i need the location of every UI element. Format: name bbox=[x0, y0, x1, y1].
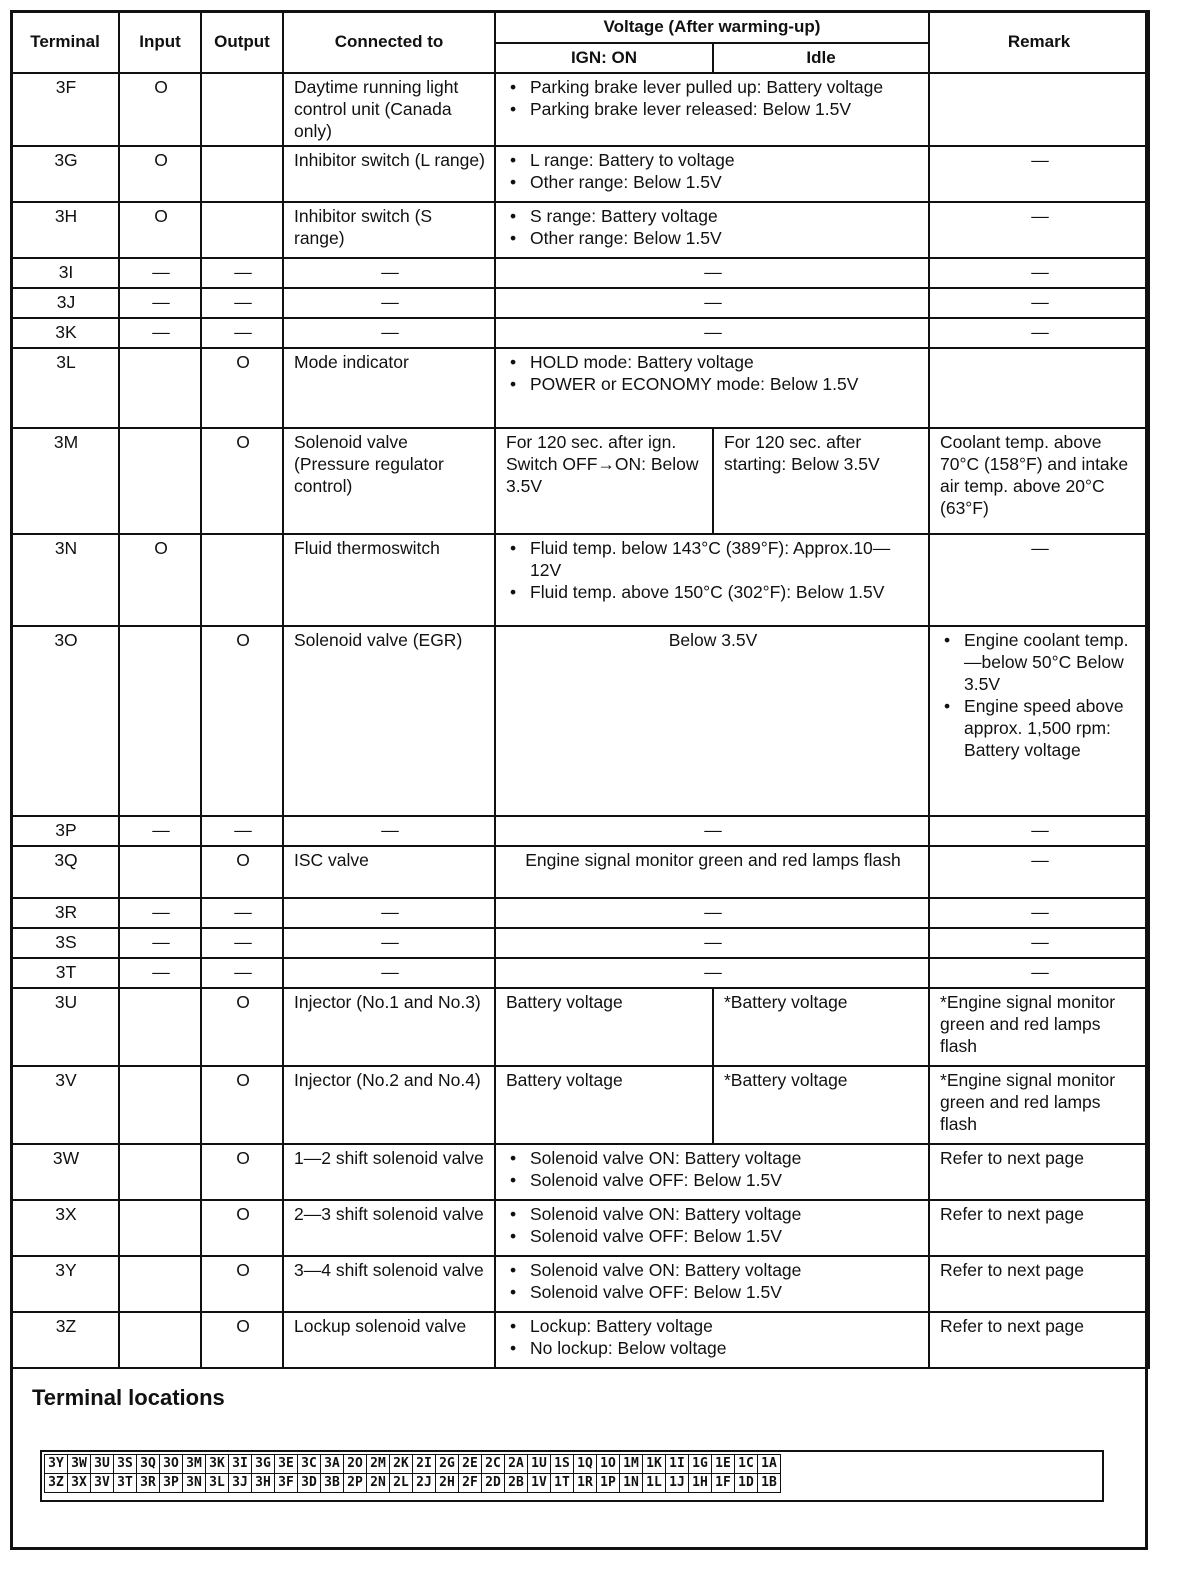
voltage-list bbox=[506, 1147, 920, 1191]
connector-pin: 2O bbox=[344, 1455, 367, 1474]
table-row bbox=[11, 1066, 1149, 1144]
voltage-cell bbox=[495, 1312, 929, 1368]
connector-pin: 1D bbox=[735, 1474, 758, 1493]
remark-cell bbox=[929, 73, 1149, 146]
terminal-cell: 3Y bbox=[11, 1256, 119, 1312]
voltage-cell bbox=[495, 534, 929, 626]
connected-cell: — bbox=[283, 258, 495, 288]
remark-cell: Refer to next page bbox=[929, 1200, 1149, 1256]
voltage-cell: — bbox=[495, 958, 929, 988]
connected-cell: — bbox=[283, 898, 495, 928]
connector-pin: 1N bbox=[620, 1474, 643, 1493]
voltage-cell bbox=[495, 146, 929, 202]
connected-cell: — bbox=[283, 958, 495, 988]
connected-cell: — bbox=[283, 318, 495, 348]
connector-pin: 3Q bbox=[137, 1455, 160, 1474]
connector-pin: 3V bbox=[91, 1474, 114, 1493]
connector-pin: 3G bbox=[252, 1455, 275, 1474]
list-item: • S range: Battery voltage bbox=[530, 205, 920, 227]
header-voltage: Voltage (After warming-up) bbox=[495, 11, 929, 43]
connector-pin: 3J bbox=[229, 1474, 252, 1493]
connector-pin: 1H bbox=[689, 1474, 712, 1493]
list-item: • Other range: Below 1.5V bbox=[530, 227, 920, 249]
ign-on-cell: For 120 sec. after ign. Switch OFF→ON: Below 3.5V bbox=[495, 428, 713, 534]
connector-pin: 3U bbox=[91, 1455, 114, 1474]
list-item: • Solenoid valve OFF: Below 1.5V bbox=[530, 1169, 920, 1191]
connector-pin: 3D bbox=[298, 1474, 321, 1493]
connector-pin: 2F bbox=[459, 1474, 482, 1493]
input-cell bbox=[119, 1200, 201, 1256]
list-item: • POWER or ECONOMY mode: Below 1.5V bbox=[530, 373, 920, 395]
remark-list bbox=[940, 629, 1140, 761]
connected-cell: Inhibitor switch (L range) bbox=[283, 146, 495, 202]
connector-pin: 2L bbox=[390, 1474, 413, 1493]
connector-pin: 3H bbox=[252, 1474, 275, 1493]
voltage-list bbox=[506, 76, 920, 120]
header-idle: Idle bbox=[713, 43, 929, 73]
connector-pin: 3F bbox=[275, 1474, 298, 1493]
output-cell bbox=[201, 146, 283, 202]
connector-pin: 1U bbox=[528, 1455, 551, 1474]
output-cell: — bbox=[201, 928, 283, 958]
header-remark: Remark bbox=[929, 11, 1149, 73]
connected-cell: Daytime running light control unit (Canada only) bbox=[283, 73, 495, 146]
input-cell: O bbox=[119, 534, 201, 626]
connector-pin: 3B bbox=[321, 1474, 344, 1493]
output-cell: — bbox=[201, 816, 283, 846]
voltage-cell bbox=[495, 1144, 929, 1200]
connector-pin: 2A bbox=[505, 1455, 528, 1474]
table-row bbox=[11, 1144, 1149, 1200]
input-cell bbox=[119, 626, 201, 816]
voltage-cell: — bbox=[495, 288, 929, 318]
list-item: • L range: Battery to voltage bbox=[530, 149, 920, 171]
output-cell: O bbox=[201, 1256, 283, 1312]
table-row bbox=[11, 146, 1149, 202]
remark-cell: Refer to next page bbox=[929, 1312, 1149, 1368]
voltage-cell bbox=[495, 73, 929, 146]
terminal-cell: 3G bbox=[11, 146, 119, 202]
connector-pin: 1S bbox=[551, 1455, 574, 1474]
connected-cell: — bbox=[283, 816, 495, 846]
table-row bbox=[11, 958, 1149, 988]
table-row bbox=[11, 1312, 1149, 1368]
output-cell: O bbox=[201, 988, 283, 1066]
input-cell: O bbox=[119, 202, 201, 258]
list-item: • Other range: Below 1.5V bbox=[530, 171, 920, 193]
connector-pin: 3Z bbox=[45, 1474, 68, 1493]
connector-pin: 3A bbox=[321, 1455, 344, 1474]
connector-pin: 1R bbox=[574, 1474, 597, 1493]
list-item: • Fluid temp. above 150°C (302°F): Below 1.5V bbox=[530, 581, 920, 603]
table-row bbox=[11, 898, 1149, 928]
terminal-cell: 3Q bbox=[11, 846, 119, 898]
list-item: • No lockup: Below voltage bbox=[530, 1337, 920, 1359]
connector-pin: 2N bbox=[367, 1474, 390, 1493]
connector-pin: 1P bbox=[597, 1474, 620, 1493]
connected-cell: Fluid thermoswitch bbox=[283, 534, 495, 626]
voltage-list bbox=[506, 537, 920, 603]
connector-row-bottom bbox=[45, 1474, 781, 1493]
output-cell: — bbox=[201, 958, 283, 988]
connector-pin: 1C bbox=[735, 1455, 758, 1474]
table-row bbox=[11, 928, 1149, 958]
remark-cell: — bbox=[929, 846, 1149, 898]
terminal-cell: 3O bbox=[11, 626, 119, 816]
input-cell bbox=[119, 1144, 201, 1200]
terminal-cell: 3S bbox=[11, 928, 119, 958]
list-item: • Parking brake lever pulled up: Battery voltage bbox=[530, 76, 920, 98]
voltage-cell: — bbox=[495, 258, 929, 288]
terminal-cell: 3V bbox=[11, 1066, 119, 1144]
voltage-list bbox=[506, 1259, 920, 1303]
voltage-cell: Below 3.5V bbox=[495, 626, 929, 816]
connector-diagram bbox=[44, 1454, 781, 1493]
remark-cell: Refer to next page bbox=[929, 1256, 1149, 1312]
terminal-cell: 3W bbox=[11, 1144, 119, 1200]
terminal-cell: 3H bbox=[11, 202, 119, 258]
terminal-cell: 3J bbox=[11, 288, 119, 318]
connector-pin: 1A bbox=[758, 1455, 781, 1474]
connector-pin: 2B bbox=[505, 1474, 528, 1493]
voltage-cell bbox=[495, 1256, 929, 1312]
remark-cell: — bbox=[929, 288, 1149, 318]
remark-cell: *Engine signal monitor green and red lamps flash bbox=[929, 988, 1149, 1066]
connector-pin: 2P bbox=[344, 1474, 367, 1493]
table-row bbox=[11, 428, 1149, 534]
connected-cell: Injector (No.2 and No.4) bbox=[283, 1066, 495, 1144]
list-item: • Fluid temp. below 143°C (389°F): Approx.10—12V bbox=[530, 537, 920, 581]
voltage-cell: Engine signal monitor green and red lamps flash bbox=[495, 846, 929, 898]
voltage-list bbox=[506, 149, 920, 193]
remark-cell bbox=[929, 626, 1149, 816]
connector-pin: 2K bbox=[390, 1455, 413, 1474]
output-cell bbox=[201, 73, 283, 146]
voltage-cell: — bbox=[495, 816, 929, 846]
connected-cell: Solenoid valve (Pressure regulator control) bbox=[283, 428, 495, 534]
connector-pin: 1E bbox=[712, 1455, 735, 1474]
input-cell: — bbox=[119, 816, 201, 846]
voltage-list bbox=[506, 351, 920, 395]
remark-cell: — bbox=[929, 958, 1149, 988]
input-cell bbox=[119, 988, 201, 1066]
remark-cell: *Engine signal monitor green and red lamps flash bbox=[929, 1066, 1149, 1144]
voltage-cell: — bbox=[495, 318, 929, 348]
remark-cell: — bbox=[929, 202, 1149, 258]
header-output: Output bbox=[201, 11, 283, 73]
output-cell: O bbox=[201, 846, 283, 898]
input-cell bbox=[119, 1066, 201, 1144]
connected-cell: Solenoid valve (EGR) bbox=[283, 626, 495, 816]
input-cell bbox=[119, 348, 201, 428]
list-item: • Engine coolant temp. —below 50°C Below 3.5V bbox=[964, 629, 1140, 695]
input-cell: — bbox=[119, 258, 201, 288]
connector-pin: 2C bbox=[482, 1455, 505, 1474]
terminal-cell: 3T bbox=[11, 958, 119, 988]
connector-pin: 1J bbox=[666, 1474, 689, 1493]
table-row bbox=[11, 626, 1149, 816]
connected-cell: — bbox=[283, 928, 495, 958]
header-input: Input bbox=[119, 11, 201, 73]
input-cell bbox=[119, 846, 201, 898]
output-cell: O bbox=[201, 348, 283, 428]
terminal-cell: 3N bbox=[11, 534, 119, 626]
voltage-list bbox=[506, 1315, 920, 1359]
output-cell: O bbox=[201, 1200, 283, 1256]
connector-pin: 1K bbox=[643, 1455, 666, 1474]
connector-pin: 3K bbox=[206, 1455, 229, 1474]
connector-pin: 1G bbox=[689, 1455, 712, 1474]
output-cell: — bbox=[201, 258, 283, 288]
table-row bbox=[11, 348, 1149, 428]
connector-pin: 3M bbox=[183, 1455, 206, 1474]
table-row bbox=[11, 258, 1149, 288]
table-row bbox=[11, 288, 1149, 318]
connector-pin: 1I bbox=[666, 1455, 689, 1474]
connected-cell: Lockup solenoid valve bbox=[283, 1312, 495, 1368]
voltage-cell bbox=[495, 202, 929, 258]
connector-pin: 3N bbox=[183, 1474, 206, 1493]
connector-pin: 3W bbox=[68, 1455, 91, 1474]
idle-cell: *Battery voltage bbox=[713, 988, 929, 1066]
terminal-locations-title: Terminal locations bbox=[32, 1385, 225, 1410]
table-row bbox=[11, 816, 1149, 846]
connected-cell: 2—3 shift solenoid valve bbox=[283, 1200, 495, 1256]
list-item: • Solenoid valve ON: Battery voltage bbox=[530, 1259, 920, 1281]
list-item: • Solenoid valve ON: Battery voltage bbox=[530, 1203, 920, 1225]
connected-cell: Inhibitor switch (S range) bbox=[283, 202, 495, 258]
connected-cell: Mode indicator bbox=[283, 348, 495, 428]
input-cell: — bbox=[119, 288, 201, 318]
ign-on-cell: Battery voltage bbox=[495, 1066, 713, 1144]
table-row bbox=[11, 73, 1149, 146]
table-row bbox=[11, 202, 1149, 258]
list-item: • HOLD mode: Battery voltage bbox=[530, 351, 920, 373]
input-cell: — bbox=[119, 928, 201, 958]
output-cell: O bbox=[201, 626, 283, 816]
voltage-cell bbox=[495, 1200, 929, 1256]
input-cell: — bbox=[119, 898, 201, 928]
idle-cell: *Battery voltage bbox=[713, 1066, 929, 1144]
connector-pin: 1O bbox=[597, 1455, 620, 1474]
connector-pin: 1V bbox=[528, 1474, 551, 1493]
connector-pin: 2E bbox=[459, 1455, 482, 1474]
terminal-cell: 3F bbox=[11, 73, 119, 146]
connector-pin: 2H bbox=[436, 1474, 459, 1493]
connector-pin: 2G bbox=[436, 1455, 459, 1474]
connector-pin: 3C bbox=[298, 1455, 321, 1474]
connector-pin: 3L bbox=[206, 1474, 229, 1493]
connected-cell: Injector (No.1 and No.3) bbox=[283, 988, 495, 1066]
connector-pin: 2D bbox=[482, 1474, 505, 1493]
connected-cell: — bbox=[283, 288, 495, 318]
terminal-cell: 3L bbox=[11, 348, 119, 428]
voltage-list bbox=[506, 1203, 920, 1247]
connector-pin: 2M bbox=[367, 1455, 390, 1474]
terminal-cell: 3R bbox=[11, 898, 119, 928]
idle-cell: For 120 sec. after starting: Below 3.5V bbox=[713, 428, 929, 534]
list-item: • Lockup: Battery voltage bbox=[530, 1315, 920, 1337]
input-cell: — bbox=[119, 958, 201, 988]
terminal-cell: 3M bbox=[11, 428, 119, 534]
table-row bbox=[11, 1256, 1149, 1312]
list-item: • Solenoid valve ON: Battery voltage bbox=[530, 1147, 920, 1169]
input-cell bbox=[119, 1256, 201, 1312]
remark-cell: — bbox=[929, 534, 1149, 626]
table-row bbox=[11, 846, 1149, 898]
connected-cell: 3—4 shift solenoid valve bbox=[283, 1256, 495, 1312]
output-cell: — bbox=[201, 898, 283, 928]
terminal-cell: 3X bbox=[11, 1200, 119, 1256]
output-cell: O bbox=[201, 1312, 283, 1368]
output-cell: O bbox=[201, 1066, 283, 1144]
connected-cell: ISC valve bbox=[283, 846, 495, 898]
output-cell: — bbox=[201, 288, 283, 318]
connector-pin: 1F bbox=[712, 1474, 735, 1493]
input-cell bbox=[119, 428, 201, 534]
output-cell: O bbox=[201, 428, 283, 534]
header-connected: Connected to bbox=[283, 11, 495, 73]
connector-pin: 3T bbox=[114, 1474, 137, 1493]
connector-pin: 3R bbox=[137, 1474, 160, 1493]
remark-cell: — bbox=[929, 318, 1149, 348]
input-cell: O bbox=[119, 146, 201, 202]
output-cell bbox=[201, 202, 283, 258]
connector-pin: 1L bbox=[643, 1474, 666, 1493]
remark-cell bbox=[929, 348, 1149, 428]
remark-cell: Refer to next page bbox=[929, 1144, 1149, 1200]
connector-pin: 2I bbox=[413, 1455, 436, 1474]
terminal-table bbox=[10, 10, 1150, 1369]
list-item: • Engine speed above approx. 1,500 rpm: Battery voltage bbox=[964, 695, 1140, 761]
table-row bbox=[11, 1200, 1149, 1256]
remark-cell: — bbox=[929, 258, 1149, 288]
output-cell bbox=[201, 534, 283, 626]
connector-pin: 3S bbox=[114, 1455, 137, 1474]
voltage-cell bbox=[495, 348, 929, 428]
connector-pin: 3X bbox=[68, 1474, 91, 1493]
list-item: • Solenoid valve OFF: Below 1.5V bbox=[530, 1225, 920, 1247]
list-item: • Parking brake lever released: Below 1.5V bbox=[530, 98, 920, 120]
output-cell: — bbox=[201, 318, 283, 348]
voltage-cell: — bbox=[495, 898, 929, 928]
connector-pin: 3O bbox=[160, 1455, 183, 1474]
voltage-cell: — bbox=[495, 928, 929, 958]
table-row bbox=[11, 534, 1149, 626]
header-terminal: Terminal bbox=[11, 11, 119, 73]
remark-cell: Coolant temp. above 70°C (158°F) and intake air temp. above 20°C (63°F) bbox=[929, 428, 1149, 534]
ign-on-cell: Battery voltage bbox=[495, 988, 713, 1066]
list-item: • Solenoid valve OFF: Below 1.5V bbox=[530, 1281, 920, 1303]
table-row bbox=[11, 318, 1149, 348]
remark-cell: — bbox=[929, 928, 1149, 958]
remark-cell: — bbox=[929, 146, 1149, 202]
input-cell: O bbox=[119, 73, 201, 146]
voltage-list bbox=[506, 205, 920, 249]
header-ign-on: IGN: ON bbox=[495, 43, 713, 73]
remark-cell: — bbox=[929, 816, 1149, 846]
terminal-cell: 3I bbox=[11, 258, 119, 288]
connector-pin: 3E bbox=[275, 1455, 298, 1474]
connector-pin: 1M bbox=[620, 1455, 643, 1474]
remark-cell: — bbox=[929, 898, 1149, 928]
connector-pin: 1Q bbox=[574, 1455, 597, 1474]
input-cell bbox=[119, 1312, 201, 1368]
connector-pin: 2J bbox=[413, 1474, 436, 1493]
terminal-cell: 3K bbox=[11, 318, 119, 348]
connector-pin: 3I bbox=[229, 1455, 252, 1474]
connector-pin: 1B bbox=[758, 1474, 781, 1493]
table-row bbox=[11, 988, 1149, 1066]
terminal-cell: 3P bbox=[11, 816, 119, 846]
connector-pin: 3Y bbox=[45, 1455, 68, 1474]
connected-cell: 1—2 shift solenoid valve bbox=[283, 1144, 495, 1200]
connector-pin: 3P bbox=[160, 1474, 183, 1493]
terminal-cell: 3Z bbox=[11, 1312, 119, 1368]
connector-pin: 1T bbox=[551, 1474, 574, 1493]
output-cell: O bbox=[201, 1144, 283, 1200]
terminal-cell: 3U bbox=[11, 988, 119, 1066]
input-cell: — bbox=[119, 318, 201, 348]
connector-row-top bbox=[45, 1455, 781, 1474]
